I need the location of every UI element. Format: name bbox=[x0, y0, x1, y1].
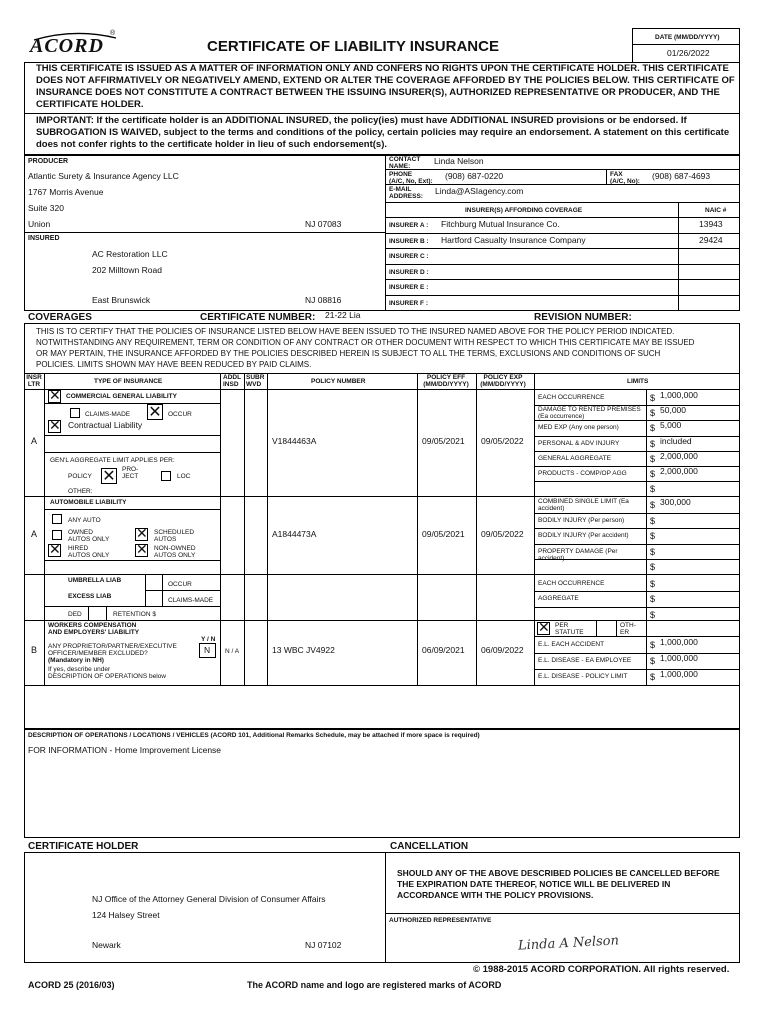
col-subr: SUBR WVD bbox=[246, 374, 265, 388]
insurer-label: INSURER A : bbox=[389, 222, 429, 229]
wc-title: WORKERS COMPENSATION AND EMPLOYERS' LIABILITY bbox=[48, 622, 140, 636]
auto-limit-value: 300,000 bbox=[660, 497, 691, 507]
umbrella-ded-label: DED bbox=[68, 611, 82, 618]
dollar-sign: $ bbox=[650, 423, 656, 434]
umbrella-occur-label: OCCUR bbox=[168, 581, 192, 588]
insurer-label: INSURER F : bbox=[389, 300, 428, 307]
producer-city: Union bbox=[28, 219, 51, 229]
gl-project-checkbox[interactable]: ✕ bbox=[102, 466, 116, 485]
wc-limit-label: E.L. EACH ACCIDENT bbox=[538, 641, 605, 648]
producer-label: PRODUCER bbox=[28, 158, 69, 165]
gl-limit-label: PERSONAL & ADV INJURY bbox=[538, 439, 620, 447]
auto-limit-label: BODILY INJURY (Per person) bbox=[538, 516, 625, 524]
gl-limit-value: included bbox=[660, 435, 692, 446]
auto-exp-date: 09/05/2022 bbox=[481, 529, 524, 539]
auto-limit-label: BODILY INJURY (Per accident) bbox=[538, 532, 629, 539]
insured-state-zip: NJ 08816 bbox=[305, 295, 342, 305]
dollar-sign: $ bbox=[650, 484, 656, 495]
insurer-label: INSURER B : bbox=[389, 237, 429, 245]
limit-row-divider bbox=[534, 636, 740, 637]
holder-name: NJ Office of the Attorney General Division of Consumer Affairs bbox=[92, 894, 326, 904]
wc-per-statute-checkbox[interactable]: ✕ bbox=[538, 620, 550, 636]
wc-limit-value: 1,000,000 bbox=[660, 653, 698, 663]
insurer-label: INSURER E : bbox=[389, 284, 429, 292]
dollar-sign: $ bbox=[650, 672, 656, 682]
wc-mandatory: (Mandatory in NH) bbox=[48, 657, 104, 664]
trademark-notice: The ACORD name and logo are registered marks of ACORD bbox=[247, 980, 502, 990]
certificate-number-label: CERTIFICATE NUMBER: bbox=[200, 312, 316, 323]
insured-label: INSURED bbox=[28, 235, 60, 242]
col-addl: ADDL INSD bbox=[223, 374, 242, 388]
contact-phone-label: PHONE (A/C, No, Ext): bbox=[389, 171, 433, 185]
gl-limit-value: 50,000 bbox=[660, 405, 686, 416]
contact-name: Linda Nelson bbox=[434, 156, 484, 166]
auto-limit-label: COMBINED SINGLE LIMIT (Ea accident) bbox=[538, 498, 629, 512]
producer-name: Atlantic Surety & Insurance Agency LLC bbox=[28, 171, 179, 181]
wc-exp-date: 06/09/2022 bbox=[481, 645, 524, 655]
dollar-sign: $ bbox=[650, 579, 656, 589]
excess-label: EXCESS LIAB bbox=[68, 593, 112, 600]
gl-claims-made-checkbox[interactable] bbox=[70, 408, 80, 418]
gl-limit-label: EACH OCCURRENCE bbox=[538, 394, 605, 401]
col-insr-ltr: INSR LTR bbox=[26, 374, 42, 388]
gl-project-label: PRO- JECT bbox=[122, 466, 139, 480]
contact-fax-label: FAX (A/C, No): bbox=[610, 171, 640, 185]
wc-per-statute-label: PER STATUTE bbox=[555, 622, 584, 636]
description-label: DESCRIPTION OF OPERATIONS / LOCATIONS / VEHICLES (ACORD 101, Additional Remarks Schedule, may be attached if more space is required) bbox=[28, 732, 480, 739]
auto-any-checkbox[interactable] bbox=[52, 514, 62, 524]
limit-row-divider bbox=[534, 466, 740, 467]
gl-other-label: OTHER: bbox=[68, 488, 93, 495]
gl-insurer-letter: A bbox=[31, 436, 38, 446]
wc-limit-value: 1,000,000 bbox=[660, 669, 698, 679]
gl-limit-value: 2,000,000 bbox=[660, 466, 698, 476]
gl-aggregate-title: GEN'L AGGREGATE LIMIT APPLIES PER: bbox=[50, 457, 175, 464]
dollar-sign: $ bbox=[650, 408, 656, 419]
insurer-naic: 13943 bbox=[699, 219, 723, 229]
table-column-divider bbox=[267, 373, 268, 685]
auto-limit-label: PROPERTY DAMAGE (Per accident) bbox=[538, 547, 618, 562]
contact-phone: (908) 687-0220 bbox=[445, 171, 504, 181]
signature: Linda A Nelson bbox=[517, 933, 620, 954]
dollar-sign: $ bbox=[650, 594, 656, 605]
gl-loc-checkbox[interactable] bbox=[161, 471, 171, 481]
naic-header: NAIC # bbox=[705, 207, 727, 214]
wc-yn-label: Y / N bbox=[201, 636, 216, 643]
umbrella-limit-label: EACH OCCURRENCE bbox=[538, 580, 605, 587]
copyright: © 1988-2015 ACORD CORPORATION. All rights reserved. bbox=[473, 964, 730, 975]
insurer-name: Fitchburg Mutual Insurance Co. bbox=[441, 219, 560, 229]
umbrella-retention-label: RETENTION $ bbox=[113, 611, 156, 618]
wc-limit-value: 1,000,000 bbox=[660, 637, 698, 647]
contact-name-label: CONTACT NAME: bbox=[389, 156, 421, 170]
col-limits: LIMITS bbox=[627, 378, 649, 385]
certificate-holder-label: CERTIFICATE HOLDER bbox=[28, 841, 139, 852]
wc-other-label: OTH- ER bbox=[620, 622, 636, 636]
auto-nonowned-checkbox[interactable]: ✕ bbox=[136, 542, 148, 558]
notice-disclaimer: THIS CERTIFICATE IS ISSUED AS A MATTER OF INFORMATION ONLY AND CONFERS NO RIGHTS UPON THE CERTIFICATE HOLDER. THIS CERTIFICATE DOES NOT AFFIRMATIVELY OR NEGATIVELY AMEND, EXTEND OR ALTER THE COVERAGE AFFORDED BY THE POLICIES BELOW. THIS CERTIFICATE OF INSURANCE DOES NOT CONSTITUTE A CONTRACT BETWEEN THE ISSUING INSURER(S), AUTHORIZED REPRESENTATIVE OR PRODUCER, AND THE CERTIFICATE HOLDER. bbox=[36, 63, 735, 110]
wc-limit-label: E.L. DISEASE - POLICY LIMIT bbox=[538, 673, 628, 680]
auto-scheduled-checkbox[interactable]: ✕ bbox=[136, 526, 148, 542]
insurer-row-divider bbox=[385, 295, 740, 296]
insurer-name: Hartford Casualty Insurance Company bbox=[441, 234, 586, 245]
page-title: CERTIFICATE OF LIABILITY INSURANCE bbox=[207, 38, 499, 55]
gl-exp-date: 09/05/2022 bbox=[481, 436, 524, 446]
dollar-sign: $ bbox=[650, 562, 656, 572]
gl-contractual-checkbox[interactable]: ✕ bbox=[49, 418, 61, 434]
gl-checkbox[interactable]: ✕ bbox=[49, 388, 61, 404]
auto-any-label: ANY AUTO bbox=[68, 517, 101, 524]
holder-street: 124 Halsey Street bbox=[92, 910, 160, 920]
auto-owned-checkbox[interactable] bbox=[52, 530, 62, 540]
gl-limit-value: 5,000 bbox=[660, 420, 682, 431]
certificate-number: 21-22 Lia bbox=[325, 310, 361, 320]
limit-row-divider bbox=[534, 451, 740, 452]
umbrella-label: UMBRELLA LIAB bbox=[68, 577, 122, 584]
table-column-divider bbox=[417, 373, 418, 685]
dollar-sign: $ bbox=[650, 640, 656, 650]
gl-title: COMMERCIAL GENERAL LIABILITY bbox=[66, 393, 177, 400]
holder-state-zip: NJ 07102 bbox=[305, 940, 342, 950]
umbrella-claims-made-label: CLAIMS-MADE bbox=[168, 597, 214, 604]
auto-nonowned-label: NON-OWNED AUTOS ONLY bbox=[154, 545, 196, 559]
auto-insurer-letter: A bbox=[31, 529, 38, 539]
umbrella-limit-label: AGGREGATE bbox=[538, 595, 579, 603]
auto-hired-label: HIRED AUTOS ONLY bbox=[68, 545, 110, 559]
insurers-header: INSURER(S) AFFORDING COVERAGE bbox=[465, 207, 583, 214]
certify-text: THIS IS TO CERTIFY THAT THE POLICIES OF INSURANCE LISTED BELOW HAVE BEEN ISSUED TO THE INSURED NAMED ABOVE FOR THE POLICY PERIOD INDICATED. NOTWITHSTANDING ANY REQUIREMENT, TERM OR CONDITION OF ANY CONTRACT OR OTHER DOCUMENT WITH RESPECT TO WHICH THIS CERTIFICATE MAY BE ISSUED OR MAY PERTAIN, THE INSURANCE AFFORDED BY THE POLICIES DESCRIBED HEREIN IS SUBJECT TO ALL THE TERMS, EXCLUSIONS AND CONDITIONS OF SUCH POLICIES. LIMITS SHOWN MAY HAVE BEEN REDUCED BY PAID CLAIMS. bbox=[36, 327, 695, 369]
wc-limit-label: E.L. DISEASE - EA EMPLOYEE bbox=[538, 657, 632, 664]
date-value: 01/26/2022 bbox=[667, 48, 710, 58]
limit-row-divider bbox=[534, 513, 740, 514]
dollar-sign: $ bbox=[650, 546, 656, 557]
description-text: FOR INFORMATION - Home Improvement License bbox=[28, 745, 222, 755]
gl-claims-made-label: CLAIMS-MADE bbox=[85, 411, 131, 418]
insurer-row-divider bbox=[385, 264, 740, 265]
col-eff: POLICY EFF (MM/DD/YYYY) bbox=[423, 374, 469, 388]
limit-row-divider bbox=[534, 653, 740, 654]
limits-column-divider bbox=[646, 389, 647, 685]
gl-occur-label: OCCUR bbox=[168, 411, 192, 418]
insurer-row-divider bbox=[385, 233, 740, 234]
auto-scheduled-label: SCHEDULED AUTOS bbox=[154, 529, 195, 543]
contact-email[interactable]: Linda@ASIagency.com bbox=[435, 186, 524, 196]
producer-street: 1767 Morris Avenue bbox=[28, 187, 104, 197]
wc-question: ANY PROPRIETOR/PARTNER/EXECUTIVE OFFICER/MEMBER EXCLUDED? bbox=[48, 643, 177, 657]
wc-na: N / A bbox=[225, 648, 240, 655]
dollar-sign: $ bbox=[650, 469, 656, 479]
insured-name: AC Restoration LLC bbox=[92, 249, 168, 259]
gl-loc-label: LOC bbox=[177, 473, 191, 480]
registered-icon: ® bbox=[110, 30, 116, 37]
limit-row-divider bbox=[534, 420, 740, 421]
wc-answer: N bbox=[204, 645, 211, 655]
gl-limit-value: 2,000,000 bbox=[660, 450, 698, 461]
limit-row-divider bbox=[534, 591, 740, 592]
contact-email-label: E-MAIL ADDRESS: bbox=[389, 186, 423, 200]
dollar-sign: $ bbox=[650, 453, 656, 464]
form-number: ACORD 25 (2016/03) bbox=[28, 980, 115, 990]
gl-occur-checkbox[interactable]: ✕ bbox=[148, 402, 162, 421]
coverages-label: COVERAGES bbox=[28, 312, 92, 323]
limit-row-divider bbox=[534, 436, 740, 437]
acord-logo bbox=[30, 32, 120, 58]
wc-insurer-letter: B bbox=[31, 645, 38, 655]
insurer-label: INSURER D : bbox=[389, 268, 429, 276]
authorized-rep-label: AUTHORIZED REPRESENTATIVE bbox=[389, 917, 492, 924]
date-label: DATE (MM/DD/YYYY) bbox=[655, 34, 720, 41]
gl-limit-label: GENERAL AGGREGATE bbox=[538, 454, 611, 462]
gl-eff-date: 09/05/2021 bbox=[422, 436, 465, 446]
table-column-divider bbox=[44, 373, 45, 685]
dollar-sign: $ bbox=[650, 500, 656, 510]
gl-extra-coverage: Contractual Liability bbox=[68, 420, 143, 430]
wc-describe: If yes, describe under DESCRIPTION OF OPERATIONS below bbox=[48, 666, 166, 680]
auto-owned-label: OWNED AUTOS ONLY bbox=[68, 529, 110, 543]
gl-limit-label: DAMAGE TO RENTED PREMISES (Ea occurrence) bbox=[538, 406, 641, 421]
col-exp: POLICY EXP (MM/DD/YYYY) bbox=[480, 374, 526, 388]
insurer-row-divider bbox=[385, 279, 740, 280]
dollar-sign: $ bbox=[650, 393, 656, 403]
wc-eff-date: 06/09/2021 bbox=[422, 645, 465, 655]
auto-eff-date: 09/05/2021 bbox=[422, 529, 465, 539]
limit-row-divider bbox=[534, 559, 740, 560]
revision-number-label: REVISION NUMBER: bbox=[534, 312, 632, 323]
limit-row-divider bbox=[534, 544, 740, 545]
table-column-divider bbox=[244, 373, 245, 685]
table-column-divider bbox=[220, 373, 221, 685]
gl-limit-label: PRODUCTS - COMP/OP AGG bbox=[538, 470, 627, 477]
producer-suite: Suite 320 bbox=[28, 203, 64, 213]
logo-text: ACORD bbox=[30, 35, 104, 57]
insurer-naic: 29424 bbox=[699, 234, 723, 245]
gl-policy-number: V1844463A bbox=[272, 436, 317, 446]
limit-row-divider bbox=[534, 528, 740, 529]
contact-fax: (908) 687-4693 bbox=[652, 171, 711, 181]
producer-state-zip: NJ 07083 bbox=[305, 219, 342, 229]
auto-hired-checkbox[interactable]: ✕ bbox=[49, 542, 61, 558]
insured-street: 202 Milltown Road bbox=[92, 265, 162, 275]
table-column-divider bbox=[476, 373, 477, 685]
limit-row-divider bbox=[534, 607, 740, 608]
insured-city: East Brunswick bbox=[92, 295, 151, 305]
notice-important: IMPORTANT: If the certificate holder is an ADDITIONAL INSURED, the policy(ies) must have ADDITIONAL INSURED provisions or be endorsed. If SUBROGATION IS WAIVED, subject to the terms and conditions of the policy, certain policies may require an endorsement. A statement on this certificate does not confer rights to the certificate holder in lieu of such endorsement(s). bbox=[36, 115, 730, 150]
gl-limit-label: MED EXP (Any one person) bbox=[538, 424, 619, 432]
holder-city: Newark bbox=[92, 940, 121, 950]
limit-row-divider bbox=[534, 481, 740, 482]
wc-policy-number: 13 WBC JV4922 bbox=[272, 645, 335, 655]
dollar-sign: $ bbox=[650, 515, 656, 526]
limit-row-divider bbox=[534, 669, 740, 670]
col-policy-number: POLICY NUMBER bbox=[311, 378, 366, 385]
gl-limit-value: 1,000,000 bbox=[660, 390, 698, 400]
dollar-sign: $ bbox=[650, 438, 656, 449]
cancellation-label: CANCELLATION bbox=[390, 841, 469, 852]
gl-policy-label: POLICY bbox=[68, 473, 92, 480]
col-type: TYPE OF INSURANCE bbox=[94, 378, 163, 385]
auto-title: AUTOMOBILE LIABILITY bbox=[50, 499, 127, 506]
cancellation-text: SHOULD ANY OF THE ABOVE DESCRIBED POLICIES BE CANCELLED BEFORE THE EXPIRATION DATE THEREOF, NOTICE WILL BE DELIVERED IN ACCORDANCE WITH THE POLICY PROVISIONS. bbox=[397, 868, 720, 900]
auto-policy-number: A1844473A bbox=[272, 529, 317, 539]
dollar-sign: $ bbox=[650, 609, 656, 620]
insurer-label: INSURER C : bbox=[389, 253, 429, 261]
dollar-sign: $ bbox=[650, 531, 656, 541]
insurer-row-divider bbox=[385, 248, 740, 249]
dollar-sign: $ bbox=[650, 656, 656, 666]
